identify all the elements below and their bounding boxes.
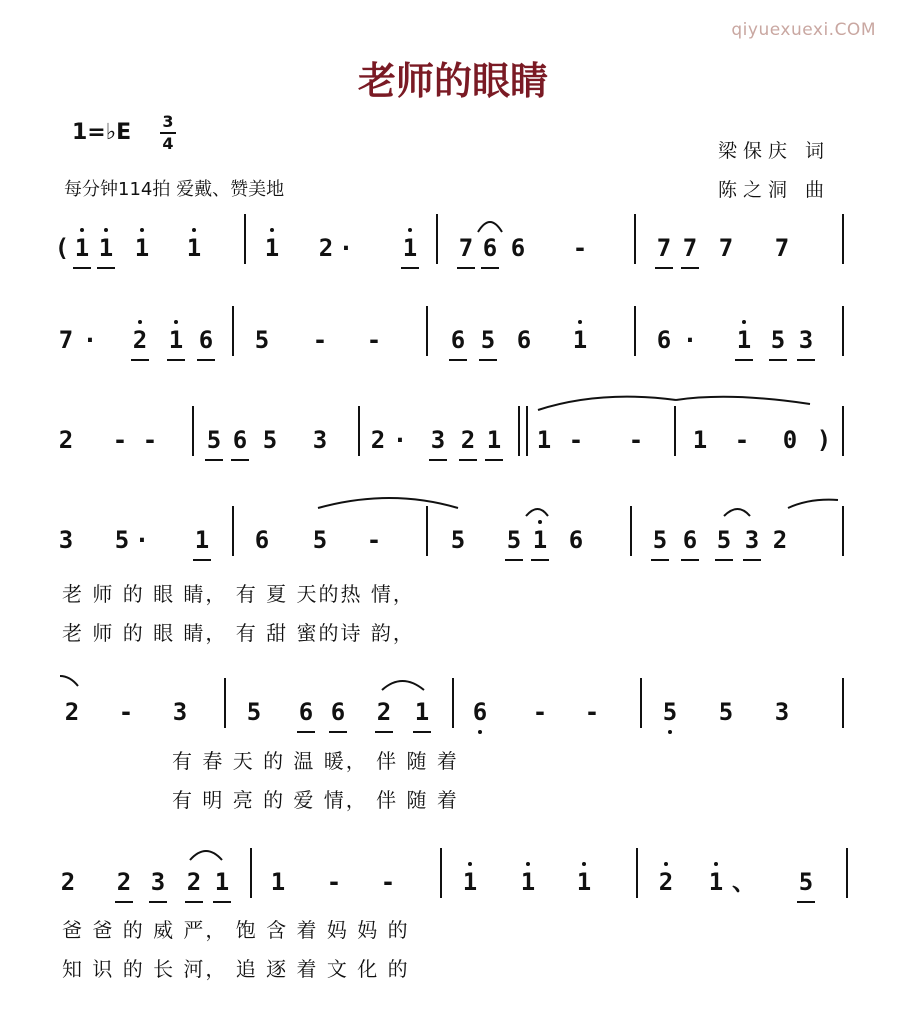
note: 3	[58, 526, 74, 554]
note: 3	[172, 698, 188, 726]
bar-line	[426, 506, 428, 556]
note: 5	[714, 528, 734, 552]
lyric-line-4a: 老 师 的 眼 睛， 有 夏 天的热 情，	[62, 582, 415, 606]
note: 6	[472, 698, 488, 726]
time-signature-bottom: 4	[162, 134, 174, 153]
note: 7	[654, 236, 674, 260]
note: -	[142, 426, 158, 454]
note: -	[628, 426, 644, 454]
octave-dot-high	[408, 228, 412, 232]
bar-line	[224, 678, 226, 728]
note: -	[380, 868, 396, 896]
note: 1	[72, 236, 92, 260]
octave-dot-high	[192, 228, 196, 232]
note: 5	[262, 426, 278, 454]
bar-line	[250, 848, 252, 898]
bar-line	[842, 406, 844, 456]
octave-dot-high	[582, 862, 586, 866]
note: -	[572, 234, 588, 262]
note: 2	[64, 698, 80, 726]
slur	[60, 676, 78, 686]
bar-line	[244, 214, 246, 264]
watermark: qiyuexuexi.COM	[731, 20, 876, 40]
note: 6	[230, 428, 250, 452]
bar-line	[452, 678, 454, 728]
note: 1	[692, 426, 708, 454]
page-title: 老师的眼睛	[357, 59, 548, 103]
note: -	[366, 526, 382, 554]
note: -	[532, 698, 548, 726]
note: -	[734, 426, 750, 454]
note: 2	[772, 526, 788, 554]
octave-dot-high	[538, 520, 542, 524]
slur	[382, 681, 424, 690]
note: 6	[568, 526, 584, 554]
note: 7	[774, 234, 790, 262]
bar-line	[440, 848, 442, 898]
note: 7	[718, 234, 734, 262]
note: 3	[796, 328, 816, 352]
bar-line	[526, 406, 528, 456]
lyric-line-6b: 知 识 的 长 河， 追 逐 着 文 化 的	[62, 957, 410, 981]
note: 1	[484, 428, 504, 452]
octave-dot-low	[668, 730, 672, 734]
bar-line	[436, 214, 438, 264]
note: 3	[774, 698, 790, 726]
note: 3	[312, 426, 328, 454]
lyric-line-4b: 老 师 的 眼 睛， 有 甜 蜜的诗 韵，	[62, 621, 415, 645]
note: 2	[658, 868, 674, 896]
note: 7	[58, 326, 74, 354]
note: 3	[428, 428, 448, 452]
note: 1	[708, 868, 724, 896]
note: 1	[536, 426, 552, 454]
lyric-line-5a: 有 春 天 的 温 暖， 伴 随 着	[172, 749, 459, 773]
note: 6	[328, 700, 348, 724]
note: 5	[204, 428, 224, 452]
slur	[788, 500, 838, 508]
bar-line	[232, 506, 234, 556]
note: -	[312, 326, 328, 354]
note: ·	[682, 326, 698, 354]
note: -	[568, 426, 584, 454]
note: -	[112, 426, 128, 454]
bar-line	[518, 406, 520, 456]
octave-dot-high	[578, 320, 582, 324]
note: 7	[680, 236, 700, 260]
bar-line	[634, 214, 636, 264]
note: 6	[656, 326, 672, 354]
note: 5	[796, 870, 816, 894]
note: 5	[504, 528, 524, 552]
bar-line	[842, 214, 844, 264]
slur	[526, 509, 548, 516]
note: 6	[448, 328, 468, 352]
note: 5	[650, 528, 670, 552]
key-signature: 1=♭E	[72, 120, 132, 145]
octave-dot-high	[742, 320, 746, 324]
note: 2	[374, 700, 394, 724]
lyric-line-5b: 有 明 亮 的 爱 情， 伴 随 着	[172, 788, 459, 812]
note: 5	[450, 526, 466, 554]
bar-line	[192, 406, 194, 456]
note: 2	[318, 234, 334, 262]
note: ·	[338, 234, 354, 262]
bar-line	[842, 678, 844, 728]
note: 2	[184, 870, 204, 894]
slur	[318, 498, 458, 508]
slur	[478, 222, 502, 232]
note: 1	[412, 700, 432, 724]
bar-line	[358, 406, 360, 456]
note: 1	[192, 528, 212, 552]
octave-dot-high	[80, 228, 84, 232]
note: 5	[114, 526, 130, 554]
bar-line	[636, 848, 638, 898]
note: 1	[462, 868, 478, 896]
note: -	[584, 698, 600, 726]
bar-line	[640, 678, 642, 728]
note: -	[326, 868, 342, 896]
note: 2	[458, 428, 478, 452]
note: ·	[82, 326, 98, 354]
bar-line	[842, 506, 844, 556]
note: 5	[718, 698, 734, 726]
note: 1	[734, 328, 754, 352]
note: 1	[264, 234, 280, 262]
note: (	[54, 234, 70, 262]
note: -	[366, 326, 382, 354]
note: 1	[186, 234, 202, 262]
octave-dot-low	[478, 730, 482, 734]
tempo-marking: 每分钟114拍 爱戴、赞美地	[64, 179, 285, 200]
octave-dot-high	[714, 862, 718, 866]
time-signature	[158, 112, 178, 154]
note: 1	[134, 234, 150, 262]
note: )	[816, 426, 832, 454]
note: 5	[768, 328, 788, 352]
note: 5	[312, 526, 328, 554]
note: 6	[196, 328, 216, 352]
note: 1	[212, 870, 232, 894]
octave-dot-high	[174, 320, 178, 324]
bar-line	[426, 306, 428, 356]
note: 3	[742, 528, 762, 552]
note: 6	[516, 326, 532, 354]
note: 1	[576, 868, 592, 896]
slur	[190, 851, 222, 860]
octave-dot-high	[526, 862, 530, 866]
bar-line	[630, 506, 632, 556]
octave-dot-high	[468, 862, 472, 866]
bar-line	[842, 306, 844, 356]
note: ·	[134, 526, 150, 554]
note: 5	[662, 698, 678, 726]
note: 6	[510, 234, 526, 262]
lyricist-credit: 梁保庆 词	[718, 140, 831, 162]
note: 2	[60, 868, 76, 896]
time-signature-top: 3	[162, 112, 174, 131]
octave-dot-high	[104, 228, 108, 232]
note: 1	[166, 328, 186, 352]
note: 5	[478, 328, 498, 352]
bar-line	[232, 306, 234, 356]
note: 1	[96, 236, 116, 260]
octave-dot-high	[140, 228, 144, 232]
note: 、	[732, 868, 756, 896]
note: 3	[148, 870, 168, 894]
bar-line	[634, 306, 636, 356]
composer-credit: 陈之洞 曲	[718, 179, 831, 201]
lyric-line-6a: 爸 爸 的 威 严， 饱 含 着 妈 妈 的	[62, 918, 410, 942]
octave-dot-high	[138, 320, 142, 324]
note: 5	[246, 698, 262, 726]
note: ·	[392, 426, 408, 454]
note: 2	[130, 328, 150, 352]
note: 2	[370, 426, 386, 454]
octave-dot-high	[664, 862, 668, 866]
note: 6	[480, 236, 500, 260]
slur	[724, 509, 750, 516]
note: 6	[296, 700, 316, 724]
note: 1	[520, 868, 536, 896]
note: 2	[114, 870, 134, 894]
note: 1	[572, 326, 588, 354]
note: 1	[530, 528, 550, 552]
bar-line	[846, 848, 848, 898]
note: -	[118, 698, 134, 726]
note: 6	[680, 528, 700, 552]
note: 0	[782, 426, 798, 454]
note: 5	[254, 326, 270, 354]
note: 6	[254, 526, 270, 554]
note: 1	[270, 868, 286, 896]
note: 7	[456, 236, 476, 260]
octave-dot-high	[270, 228, 274, 232]
bar-line	[674, 406, 676, 456]
note: 1	[400, 236, 420, 260]
note: 2	[58, 426, 74, 454]
